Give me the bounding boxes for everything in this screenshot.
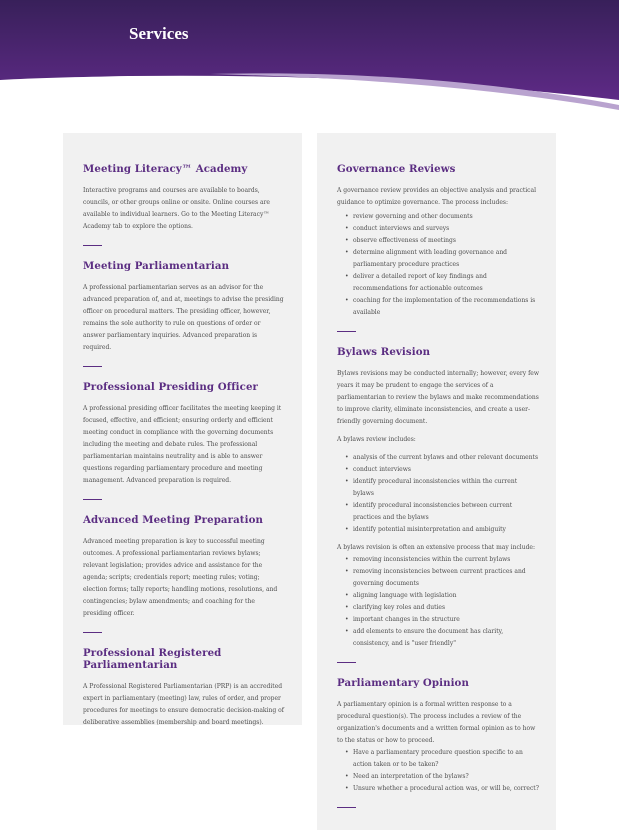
bullet-list <box>337 554 539 650</box>
section-title: Parliamentary Opinion <box>337 677 469 689</box>
section-title: Professional Registered Parliamentarian <box>83 647 222 671</box>
list-item: • coaching for the implementation of the recommendations is available <box>345 295 539 319</box>
service-professional-presiding-officer <box>83 381 284 500</box>
section-divider <box>83 499 102 500</box>
list-item: • identify potential misinterpretation and ambiguity <box>345 524 539 536</box>
left-services-panel <box>63 133 302 725</box>
section-title: Meeting Parliamentarian <box>83 260 230 272</box>
bullet-list <box>337 452 539 536</box>
section-divider <box>337 331 356 332</box>
section-text: A bylaws revision is often an extensive process that may include: <box>337 544 535 551</box>
list-item: • Have a parliamentary procedure question specific to an action taken or to be taken? <box>345 747 539 771</box>
section-text: A professional presiding officer facilitates the meeting keeping it focused, effective, and efficient; ensuring orderly and efficient meeting conduct in compliance with the governing documents including the meeting and debate rules. The professional parliamentarian maintains neutrality and is able to answer questions regarding parliamentary procedure and meeting management. Advanced preparation is required. <box>83 405 282 484</box>
section-text: Advanced meeting preparation is key to successful meeting outcomes. A professional parliamentarian reviews bylaws; relevant legislation; provides advice and assistance for the agenda; scripts; credentials report; meeting rules; voting; election forms; tally reports; handling motions, resolutions, and contingencies; bylaw amendments; and coaching for the presiding officer. <box>83 538 278 617</box>
section-title: Professional Presiding Officer <box>83 381 258 393</box>
section-text: A bylaws review includes: <box>337 436 416 443</box>
section-divider <box>83 366 102 367</box>
section-text: A professional parliamentarian serves as an advisor for the advanced preparation of, and at, meetings to advise the presiding officer on procedural matters. The presiding officer, however, remains the sole authority to rule on questions of order or answer parliamentary inquiries. Advanced preparation is required. <box>83 284 284 351</box>
service-professional-registered-parliamentarian <box>83 647 284 729</box>
service-advanced-meeting-preparation <box>83 514 284 633</box>
list-item: • Need an interpretation of the bylaws? <box>345 771 539 783</box>
list-item: • identify procedural inconsistencies between current practices and the bylaws <box>345 500 539 524</box>
section-text: Interactive programs and courses are available to boards, councils, or other groups online or onsite. Online courses are available to individual learners. Go to the Meeting Literacy™ Academy tab to explore the options. <box>83 187 270 230</box>
section-text: Bylaws revisions may be conducted internally; however, every few years it may be prudent to engage the services of a parliamentarian to review the bylaws and make recommendations to improve clarity, eliminate inconsistencies, and create a user-friendly governing document. <box>337 370 539 425</box>
service-parliamentary-opinion <box>337 677 539 808</box>
header-banner <box>0 0 619 115</box>
list-item: • Unsure whether a procedural action was, or will be, correct? <box>345 783 539 795</box>
section-divider <box>83 632 102 633</box>
list-item: • conduct interviews and surveys <box>345 223 539 235</box>
section-divider <box>337 807 356 808</box>
section-divider <box>337 662 356 663</box>
list-item: • observe effectiveness of meetings <box>345 235 539 247</box>
section-title: Bylaws Revision <box>337 346 431 358</box>
list-item: • removing inconsistencies within the current bylaws <box>345 554 539 566</box>
list-item: • clarifying key roles and duties <box>345 602 539 614</box>
section-text: A Professional Registered Parliamentarian (PRP) is an accredited expert in parliamentary (meeting) law, rules of order, and proper procedures for meetings to ensure democratic decision-making of deliberative assemblies (membership and board meetings). <box>83 683 284 726</box>
service-meeting-literacy-academy <box>83 163 284 246</box>
list-item: • add elements to ensure the document has clarity, consistency, and is "user friendly" <box>345 626 539 650</box>
section-title: Advanced Meeting Preparation <box>83 514 263 526</box>
bullet-list <box>337 747 539 795</box>
list-item: • review governing and other documents <box>345 211 539 223</box>
list-item: • identify procedural inconsistencies within the current bylaws <box>345 476 539 500</box>
section-title: Governance Reviews <box>337 163 456 175</box>
service-bylaws-revision <box>337 346 539 663</box>
section-text: A governance review provides an objective analysis and practical guidance to optimize governance. The process includes: <box>337 187 537 206</box>
section-text: A parliamentary opinion is a formal written response to a procedural question(s). The process includes a review of the organization's documents and a written formal opinion as to how to the status or how to proceed. <box>337 701 536 744</box>
list-item: • determine alignment with leading governance and parliamentary procedure practices <box>345 247 539 271</box>
list-item: • conduct interviews <box>345 464 539 476</box>
bullet-list <box>337 211 539 319</box>
service-meeting-parliamentarian <box>83 260 284 367</box>
page-header <box>0 0 619 115</box>
section-divider <box>83 245 102 246</box>
list-item: • removing inconsistencies between current practices and governing documents <box>345 566 539 590</box>
list-item: • important changes in the structure <box>345 614 539 626</box>
list-item: • analysis of the current bylaws and other relevant documents <box>345 452 539 464</box>
list-item: • aligning language with legislation <box>345 590 539 602</box>
service-governance-reviews <box>337 163 539 332</box>
right-services-panel <box>317 133 556 830</box>
section-title: Meeting Literacy™ Academy <box>83 163 248 175</box>
page-title: Services <box>129 24 189 43</box>
list-item: • deliver a detailed report of key findings and recommendations for actionable outcomes <box>345 271 539 295</box>
